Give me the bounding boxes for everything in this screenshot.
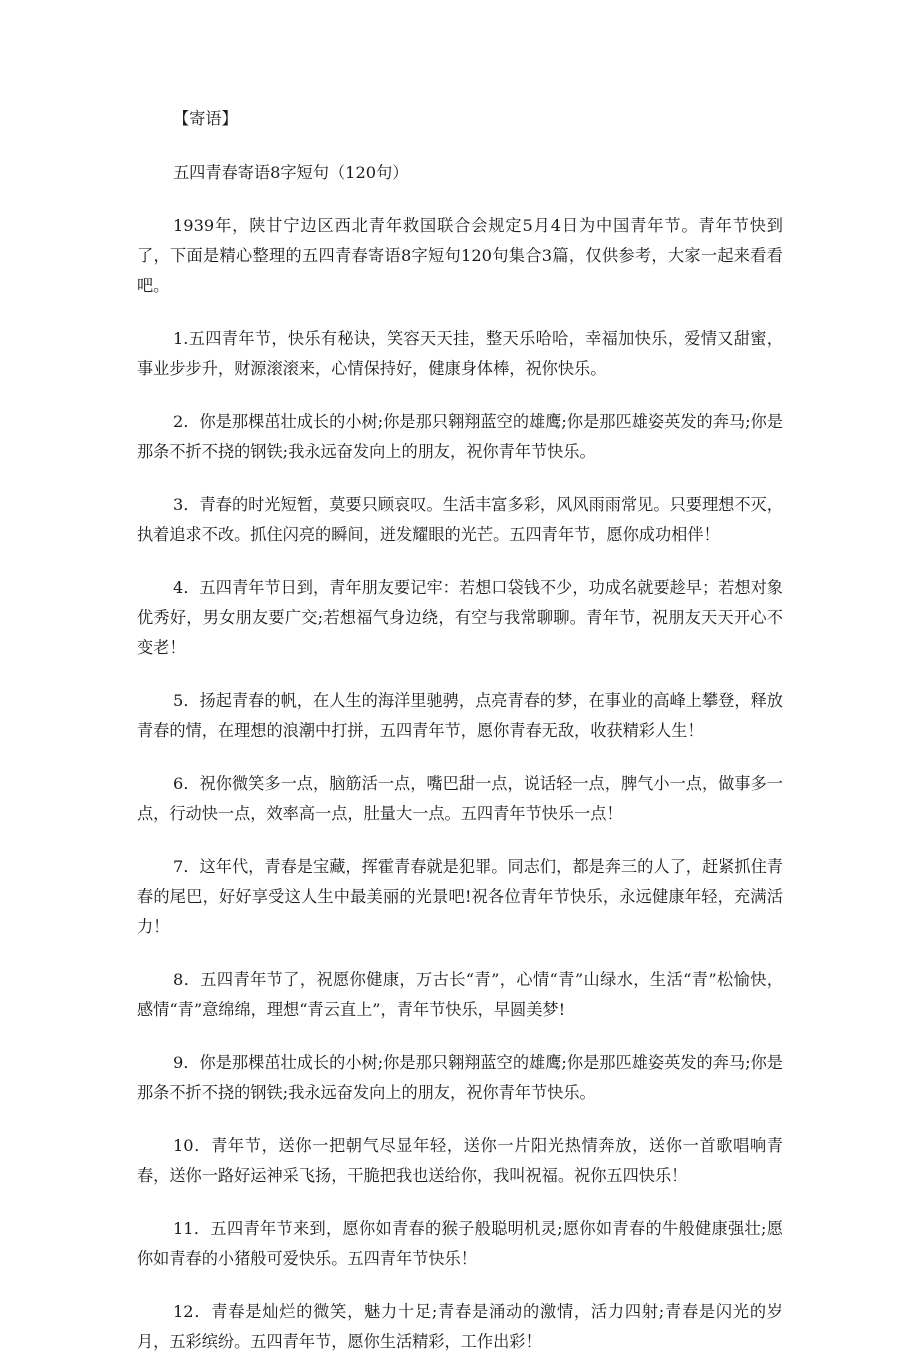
tag-title: 【寄语】 [173, 109, 238, 128]
list-item: 12．青春是灿烂的微笑，魅力十足;青春是涌动的激情，活力四射;青春是闪光的岁月，五彩缤纷。五四青年节，愿你生活精彩，工作出彩！ [137, 1302, 783, 1351]
list-item: 6．祝你微笑多一点，脑筋活一点，嘴巴甜一点，说话轻一点，脾气小一点，做事多一点，行动快一点，效率高一点，肚量大一点。五四青年节快乐一点！ [137, 774, 783, 823]
list-item: 5．扬起青春的帆，在人生的海洋里驰骋，点亮青春的梦，在事业的高峰上攀登，释放青春的情，在理想的浪潮中打拼，五四青年节，愿你青春无敌，收获精彩人生！ [137, 691, 783, 740]
list-item: 9．你是那棵茁壮成长的小树;你是那只翱翔蓝空的雄鹰;你是那匹雄姿英发的奔马;你是那条不折不挠的钢铁;我永远奋发向上的朋友，祝你青年节快乐。 [137, 1053, 783, 1102]
list-item: 7．这年代，青春是宝藏，挥霍青春就是犯罪。同志们，都是奔三的人了，赶紧抓住青春的尾巴，好好享受这人生中最美丽的光景吧!祝各位青年节快乐，永远健康年轻，充满活力！ [137, 857, 783, 936]
list-item: 2．你是那棵茁壮成长的小树;你是那只翱翔蓝空的雄鹰;你是那匹雄姿英发的奔马;你是那条不折不挠的钢铁;我永远奋发向上的朋友，祝你青年节快乐。 [137, 412, 783, 461]
list-item: 11．五四青年节来到，愿你如青春的猴子般聪明机灵;愿你如青春的牛般健康强壮;愿你如青春的小猪般可爱快乐。五四青年节快乐！ [137, 1219, 783, 1268]
list-item: 4．五四青年节日到，青年朋友要记牢：若想口袋钱不少，功成名就要趁早；若想对象优秀好，男女朋友要广交;若想福气身边绕，有空与我常聊聊。青年节，祝朋友天天开心不变老！ [137, 578, 783, 657]
list-item: 10．青年节，送你一把朝气尽显年轻，送你一片阳光热情奔放，送你一首歌唱响青春，送你一路好运神采飞扬，干脆把我也送给你，我叫祝福。祝你五四快乐！ [137, 1136, 783, 1185]
list-item: 8．五四青年节了，祝愿你健康，万古长“青”，心情“青”山绿水，生活“青”松愉快，感情“青”意绵绵，理想“青云直上”，青年节快乐，早圆美梦! [137, 970, 783, 1019]
document-title: 五四青春寄语8字短句（120句） [173, 163, 409, 182]
document-body [137, 104, 783, 1357]
list-item: 3．青春的时光短暂，莫要只顾哀叹。生活丰富多彩，风风雨雨常见。只要理想不灭，执着追求不改。抓住闪亮的瞬间，迸发耀眼的光芒。五四青年节，愿你成功相伴！ [137, 495, 783, 544]
intro-paragraph: 1939年，陕甘宁边区西北青年救国联合会规定5月4日为中国青年节。青年节快到了，下面是精心整理的五四青春寄语8字短句120句集合3篇，仅供参考，大家一起来看看吧。 [137, 216, 783, 295]
list-item: 1.五四青年节，快乐有秘诀，笑容天天挂，整天乐哈哈，幸福加快乐，爱情又甜蜜，事业步步升，财源滚滚来，心情保持好，健康身体棒，祝你快乐。 [137, 329, 783, 378]
